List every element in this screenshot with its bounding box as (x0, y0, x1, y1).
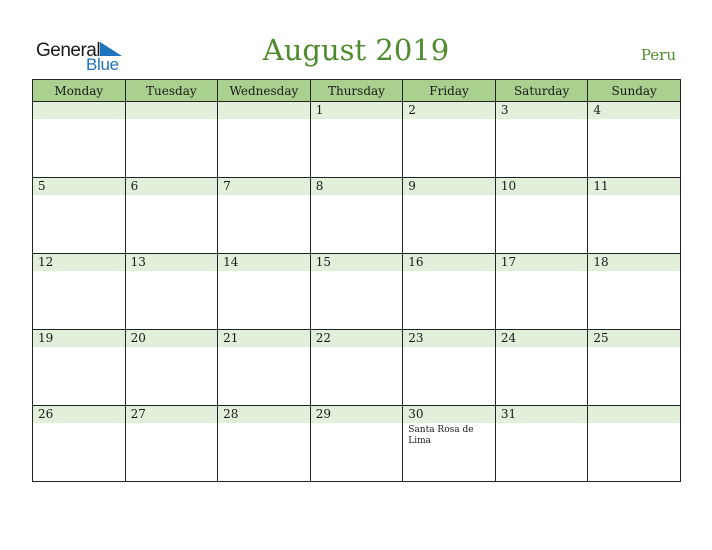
day-cell (33, 406, 126, 482)
week-row (33, 330, 681, 406)
day-cell (218, 330, 311, 406)
day-number (126, 102, 218, 119)
logo-general-text: General (36, 40, 101, 61)
day-cell (33, 178, 126, 254)
day-number: 23 (403, 330, 495, 347)
day-number: 24 (496, 330, 588, 347)
day-cell (495, 406, 588, 482)
weekday-header: Wednesday (218, 80, 311, 102)
day-cell (218, 406, 311, 482)
day-number: 6 (126, 178, 218, 195)
day-number: 27 (126, 406, 218, 423)
week-row (33, 254, 681, 330)
weekday-header: Thursday (310, 80, 403, 102)
day-number: 9 (403, 178, 495, 195)
day-number: 28 (218, 406, 310, 423)
calendar-title: August 2019 (262, 33, 450, 67)
day-number: 8 (311, 178, 403, 195)
day-number (588, 406, 680, 423)
day-number: 26 (33, 406, 125, 423)
day-number: 1 (311, 102, 403, 119)
weekday-header: Saturday (495, 80, 588, 102)
day-number: 3 (496, 102, 588, 119)
weekday-header: Tuesday (125, 80, 218, 102)
day-cell (33, 330, 126, 406)
day-number (218, 102, 310, 119)
day-number: 13 (126, 254, 218, 271)
day-cell (403, 254, 496, 330)
day-cell (33, 254, 126, 330)
day-cell (588, 330, 681, 406)
day-number: 2 (403, 102, 495, 119)
day-number: 31 (496, 406, 588, 423)
day-cell (310, 254, 403, 330)
day-number: 17 (496, 254, 588, 271)
day-cell (310, 178, 403, 254)
calendar-grid (32, 79, 681, 482)
week-row (33, 406, 681, 482)
weekday-header: Sunday (588, 80, 681, 102)
day-cell (125, 330, 218, 406)
day-cell (588, 102, 681, 178)
day-cell (495, 102, 588, 178)
day-cell (403, 102, 496, 178)
day-cell (125, 254, 218, 330)
day-cell (588, 178, 681, 254)
day-cell (310, 330, 403, 406)
day-cell (588, 406, 681, 482)
day-number: 10 (496, 178, 588, 195)
day-cell (125, 178, 218, 254)
day-cell (310, 102, 403, 178)
day-cell (218, 102, 311, 178)
day-cell (403, 178, 496, 254)
day-number: 30 (403, 406, 495, 423)
day-number: 15 (311, 254, 403, 271)
day-number: 5 (33, 178, 125, 195)
day-cell (125, 406, 218, 482)
day-cell (588, 254, 681, 330)
day-number (33, 102, 125, 119)
day-number: 11 (588, 178, 680, 195)
day-cell (495, 330, 588, 406)
day-cell (403, 406, 496, 482)
day-number: 7 (218, 178, 310, 195)
day-cell (33, 102, 126, 178)
country-label: Peru (640, 46, 676, 64)
day-cell (495, 178, 588, 254)
day-number: 18 (588, 254, 680, 271)
week-row (33, 178, 681, 254)
day-cell (218, 254, 311, 330)
day-number: 19 (33, 330, 125, 347)
day-number: 25 (588, 330, 680, 347)
day-cell (218, 178, 311, 254)
day-cell (125, 102, 218, 178)
day-number: 21 (218, 330, 310, 347)
day-cell (495, 254, 588, 330)
day-number: 14 (218, 254, 310, 271)
weekday-header: Monday (33, 80, 126, 102)
day-number: 20 (126, 330, 218, 347)
holiday-label: Santa Rosa de Lima (408, 425, 474, 446)
day-cell (310, 406, 403, 482)
day-number: 12 (33, 254, 125, 271)
day-cell (403, 330, 496, 406)
day-number: 22 (311, 330, 403, 347)
logo-blue-text: Blue (86, 55, 119, 74)
week-row (33, 102, 681, 178)
day-number: 4 (588, 102, 680, 119)
weekday-header: Friday (403, 80, 496, 102)
day-number: 29 (311, 406, 403, 423)
weekday-header-row (33, 80, 681, 102)
day-number: 16 (403, 254, 495, 271)
